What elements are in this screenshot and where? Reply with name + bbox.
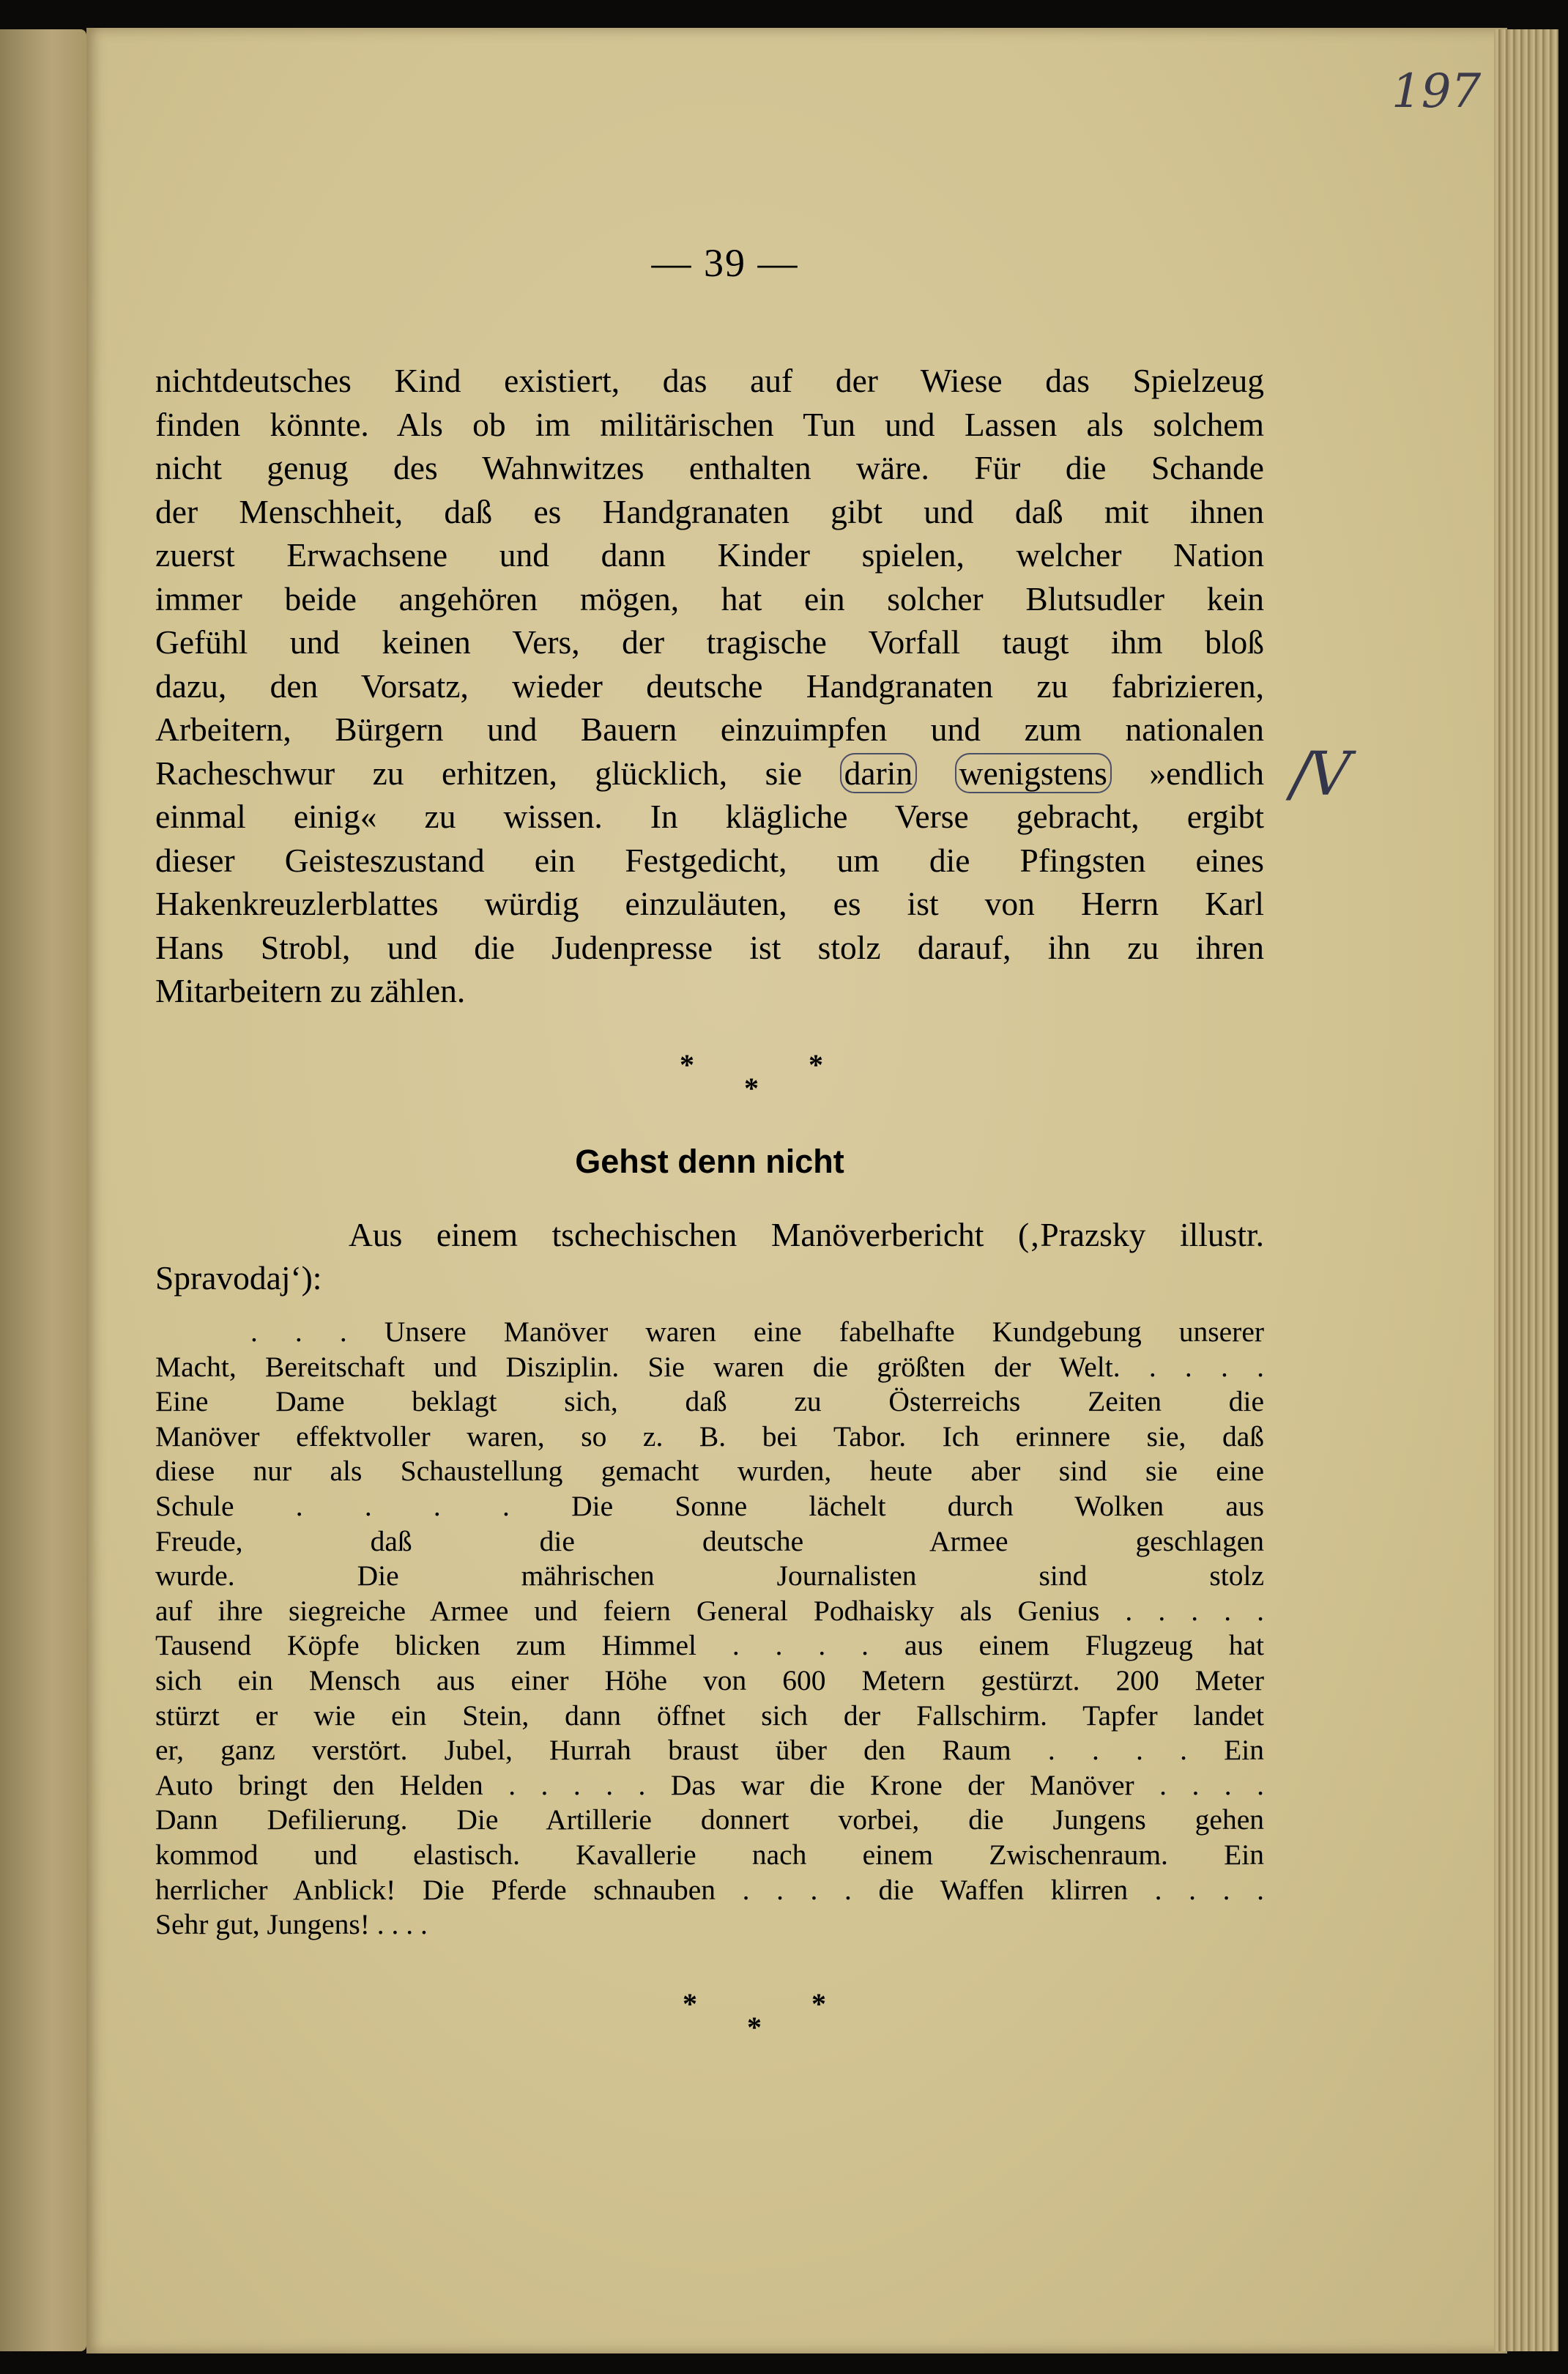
quote-line: . . . Unsere Manöver waren eine fabelhafte Kundgebung unserer bbox=[250, 1316, 1264, 1348]
text-line: Arbeitern, Bürgern und Bauern einzuimpfen und zum nationalen bbox=[155, 711, 1264, 748]
quote-line: Schule . . . . Die Sonne lächelt durch Wolken aus bbox=[155, 1489, 1264, 1522]
quote-line: Eine Dame beklagt sich, daß zu Österreichs Zeiten die bbox=[155, 1385, 1264, 1418]
asterisk-separator: * bbox=[744, 1072, 759, 1105]
quote-line: Manöver effektvoller waren, so z. B. bei Tabor. Ich erinnere sie, daß bbox=[155, 1420, 1264, 1453]
text-line-last: Mitarbeitern zu zählen. bbox=[155, 972, 466, 1009]
text-fragment: »endlich bbox=[1149, 754, 1265, 792]
quote-line: stürzt er wie ein Stein, dann öffnet sich der Fallschirm. Tapfer landet bbox=[155, 1699, 1264, 1732]
text-line: nicht genug des Wahnwitzes enthalten wäre. Für die Schande bbox=[155, 449, 1264, 486]
text-line: nichtdeutsches Kind existiert, das auf der Wiese das Spielzeug bbox=[155, 362, 1264, 399]
pencil-margin-mark: /V bbox=[1290, 740, 1348, 809]
text-line: dazu, den Vorsatz, wieder deutsche Handgranaten zu fabrizieren, bbox=[155, 667, 1264, 705]
pencil-circled-word: darin bbox=[840, 753, 918, 793]
quote-line: Tausend Köpfe blicken zum Himmel . . . . aus einem Flugzeug hat bbox=[155, 1629, 1264, 1662]
quote-line: sich ein Mensch aus einer Höhe von 600 Metern gestürzt. 200 Meter bbox=[155, 1663, 1264, 1696]
text-line: der Menschheit, daß es Handgranaten gibt und daß mit ihnen bbox=[155, 492, 1264, 530]
text-line: Hans Strobl, und die Judenpresse ist stolz darauf, ihn zu ihren bbox=[155, 928, 1264, 966]
quote-line: wurde. Die mährischen Journalisten sind stolz bbox=[155, 1559, 1264, 1592]
pencil-circled-word: wenigstens bbox=[955, 753, 1112, 793]
quote-line: Freude, daß die deutsche Armee geschlagen bbox=[155, 1524, 1264, 1557]
quote-line: auf ihre siegreiche Armee und feiern General Podhaisky als Genius . . . . . bbox=[155, 1594, 1264, 1627]
quote-line: Macht, Bereitschaft und Disziplin. Sie waren die größten der Welt. . . . . bbox=[155, 1350, 1264, 1383]
text-fragment: Racheschwur zu erhitzen, glücklich, sie bbox=[155, 754, 803, 792]
section-intro bbox=[155, 1213, 1264, 1299]
quote-line: Dann Defilierung. Die Artillerie donnert vorbei, die Jungens gehen bbox=[155, 1803, 1264, 1836]
handwritten-folio-number: 197 bbox=[1391, 64, 1482, 119]
asterisk-separator: * bbox=[809, 1048, 823, 1081]
quoted-report bbox=[155, 1315, 1264, 1943]
quote-line: herrlicher Anblick! Die Pferde schnauben . . . . die Waffen klirren . . . . bbox=[155, 1873, 1264, 1906]
quote-line: Auto bringt den Helden . . . . . Das war die Krone der Manöver . . . . bbox=[155, 1768, 1264, 1801]
quote-line-last: Sehr gut, Jungens! . . . . bbox=[155, 1908, 428, 1941]
text-line: Hakenkreuzlerblattes würdig einzuläuten, es ist von Herrn Karl bbox=[155, 885, 1264, 922]
quote-line: diese nur als Schaustellung gemacht wurden, heute aber sind sie eine bbox=[155, 1455, 1264, 1488]
text-line: einmal einig« zu wissen. In klägliche Verse gebracht, ergibt bbox=[155, 798, 1264, 835]
page-block-edges bbox=[1494, 29, 1558, 2351]
asterisk-separator: * bbox=[811, 1987, 826, 2020]
text-line: Aus einem tschechischen Manöverbericht (‚Prazsky illustr. bbox=[349, 1216, 1264, 1253]
quote-line: er, ganz verstört. Jubel, Hurrah braust über den Raum . . . . Ein bbox=[155, 1734, 1264, 1767]
section-heading: Gehst denn nicht bbox=[575, 1143, 844, 1180]
quote-line: kommod und elastisch. Kavallerie nach einem Zwischenraum. Ein bbox=[155, 1838, 1264, 1871]
asterisk-separator: * bbox=[680, 1048, 694, 1081]
facing-page-edge bbox=[0, 29, 86, 2351]
text-line-annotated bbox=[155, 752, 1264, 795]
asterisk-separator: * bbox=[683, 1987, 697, 2020]
asterisk-separator: * bbox=[747, 2011, 762, 2044]
text-line: finden könnte. Als ob im militärischen Tun und Lassen als solchem bbox=[155, 405, 1264, 443]
text-line: immer beide angehören mögen, hat ein solcher Blutsudler kein bbox=[155, 579, 1264, 617]
text-line: dieser Geisteszustand ein Festgedicht, um die Pfingsten eines bbox=[155, 841, 1264, 879]
text-line: Gefühl und keinen Vers, der tragische Vorfall taugt ihm bloß bbox=[155, 623, 1264, 661]
text-line: Spravodaj‘): bbox=[155, 1259, 322, 1297]
page-number: — 39 — bbox=[651, 241, 799, 285]
text-line: zuerst Erwachsene und dann Kinder spielen, welcher Nation bbox=[155, 536, 1264, 574]
body-paragraph bbox=[155, 359, 1264, 1013]
